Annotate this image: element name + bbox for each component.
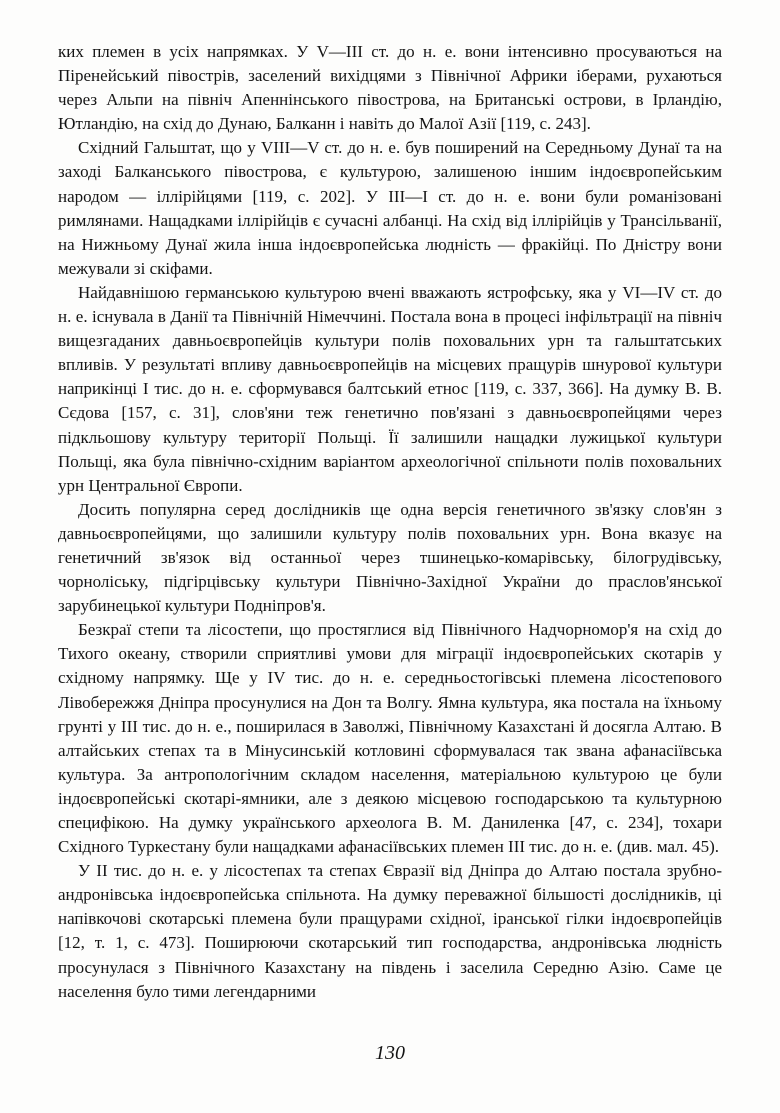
paragraph-1: ких племен в усіх напрямках. У V—III ст. до н. е. вони інтенсивно просуваються на Піренейський півострів, заселений вихідцями з Північної Африки іберами, рухаються через Альпи на північ Апеннінського півострова, на Британські острови, в Ірландію, Ютландію, на схід до Дунаю, Балканн і навіть до Малої Азії [119, с. 243]. <box>58 42 722 134</box>
paragraph-6: У II тис. до н. е. у лісостепах та степах Євразії від Дніпра до Алтаю постала зрубно-андронівська індоєвропейська спільнота. На думку переважної більшості дослідників, ці напівкочові скотарські племена були пращурами східної, іранської гілки індоєвропейців [12, т. 1, с. 473]. Поширюючи скотарський тип господарства, андронівська людність просунулася з Північного Казахстану на південь і заселила Середню Азію. Саме це населення було тими легендарними <box>58 861 722 1001</box>
page-number: 130 <box>375 1042 405 1064</box>
paragraph-5: Безкраї степи та лісостепи, що простяглися від Північного Надчорномор'я на схід до Тихого океану, створили сприятливі умови для міграції індоєвропейських скотарів у східному напрямку. Ще у IV тис. до н. е. середньостогівські племена лісостепового Лівобережжя Дніпра просунулися на Дон та Волгу. Ямна культура, яка постала на їхньому грунті у III тис. до н. е., поширилася в Заволжі, Північному Казахстані й досягла Алтаю. В алтайських степах та в Мінусинській котловині сформувалася так звана афанасіївська культура. За антропологічним складом населення, матеріальною культурою це були індоєвропейські скотарі-ямники, але з деякою місцевою господарською та культурною специфікою. На думку українського археолога В. М. Даниленка [47, с. 234], тохари Східного Туркестану були нащадками афанасіївських племен III тис. до н. е. (див. мал. 45). <box>58 620 722 857</box>
paragraph-4: Досить популярна серед дослідників ще одна версія генетичного зв'язку слов'ян з давньоєвропейцями, що залишили культуру полів поховальних урн. Вона вказує на генетичний зв'язок від останньої через тшинецько-комарівську, білогрудівську, чорноліську, підгірцівську культури Північно-Західної України до праслов'янської зарубинецької культури Подніпров'я. <box>58 499 722 616</box>
body-text <box>58 40 722 1004</box>
paragraph-3: Найдавнішою германською культурою вчені вважають ястрофську, яка у VI—IV ст. до н. е. існувала в Данії та Північній Німеччині. Постала вона в процесі інфільтрації на північ вищезгаданих давньоєвропейців культури полів поховальних урн та гальштатських впливів. У результаті впливу давньоєвропейців на місцевих пращурів шнурової культури наприкінці I тис. до н. е. сформувався балтський етнос [119, с. 337, 366]. На думку В. В. Сєдова [157, с. 31], слов'яни теж генетично пов'язані з давньоєвропейцями через підкльошову культуру території Польщі. Її залишили нащадки лужицької культури Польщі, яка була північно-східним варіантом археологічної спільноти полів поховальних урн Центральної Європи. <box>58 282 722 495</box>
paragraph-2: Східний Гальштат, що у VIII—V ст. до н. е. був поширений на Середньому Дунаї та на заході Балканського півострова, є культурою, залишеною іншим індоєвропейським народом — іллірійцями [119, с. 202]. У III—I ст. до н. е. вони були романізовані римлянами. Нащадками іллірійців є сучасні албанці. На схід від іллірійців у Трансільванії, на Нижньому Дунаї жила інша індоєвропейська людність — фракійці. По Дністру вони межували зі скіфами. <box>58 138 722 278</box>
